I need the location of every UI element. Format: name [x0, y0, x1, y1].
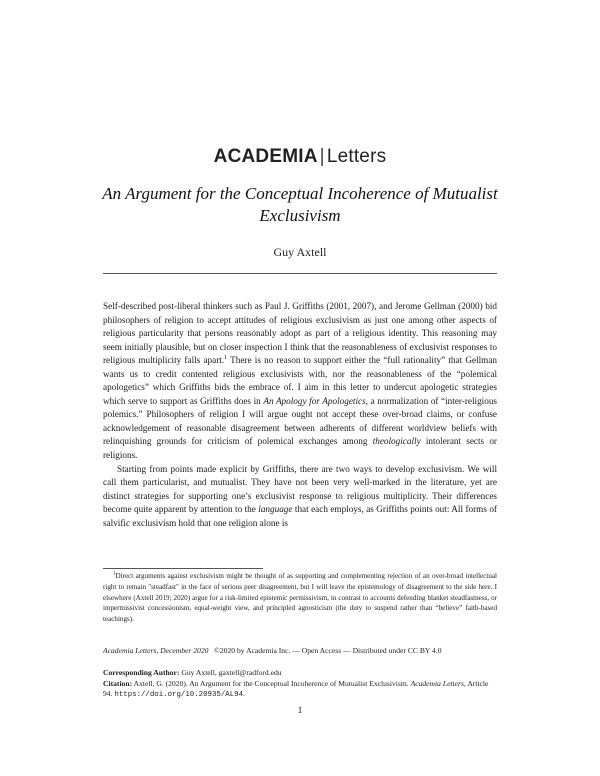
article-title: An Argument for the Conceptual Incoherence of Mutualist Exclusivism: [102, 184, 498, 225]
paragraph-1: [103, 300, 497, 463]
footnote: [103, 571, 497, 625]
article-body: [103, 300, 497, 530]
citation-journal: Academia Letters: [410, 678, 464, 688]
brand-academia: ACADEMIA: [213, 146, 318, 167]
citation: [103, 679, 497, 701]
brand-letters: Letters: [326, 146, 387, 167]
corresponding-label: Corresponding Author:: [103, 668, 180, 677]
footnote-number: 1: [113, 571, 116, 577]
brand-separator: |: [319, 146, 325, 167]
p2-text-1: Starting from points made explicit by Griffiths, there are two ways to develop exclusivism. We will call them particularist, and mutualist. They have not been very well-marked in the literature, yet are distinct strategies for supporting one’s exclusivist response to religious multiplicity. Their differences become quite apparent by attention to the: [103, 463, 497, 515]
citation-block: [103, 668, 497, 701]
academia-letters-logo: [0, 146, 600, 168]
p1-text-1: Self-described post-liberal thinkers such as Paul J. Griffiths (2001, 2007), and Jerome Gellman (2000) bid philosophers of religion to accept attitudes of religious exclusivism as just one among other aspects of religious particularity that persons reasonably adopt as part of a religious identity. This reasoning may seem initially plausible, but on closer inspection I think that the reasonableness of exclusivist responses to religious multiplicity falls apart.: [103, 301, 497, 366]
book-title: An Apology for Apologetics,: [263, 395, 368, 406]
license-text: ©2020 by Academia Inc. — Open Access — Distributed under CC BY 4.0: [208, 646, 442, 655]
p1-text-4: intolerant sects or religions.: [103, 436, 497, 461]
p1-text-2: There is no reason to support either the “full rationality” that Gellman wants us to credit contented religious exclusivists with, nor the reasonableness of the “polemical apologetics” which Griffiths bids the embrace of. I aim in this letter to undercut apologetic strategies which serve to support as Griffiths does in: [103, 355, 497, 406]
p2-text-2: that each employs, as Griffiths points out: All forms of salvific exclusivism hold that one religion alone is: [103, 504, 497, 528]
citation-text: Axtell, G. (2020). An Argument for the Conceptual Incoherence of Mutualist Exclusivism.: [132, 678, 411, 688]
doi-period: .: [243, 689, 245, 699]
citation-article: , Article 94.: [103, 678, 489, 699]
footnote-divider: [103, 568, 263, 569]
corresponding-value[interactable]: Guy Axtell, gaxtell@radford.edu: [179, 668, 282, 677]
doi-link[interactable]: https://doi.org/10.20935/AL94: [114, 691, 244, 700]
article-author: Guy Axtell: [273, 245, 327, 259]
paragraph-2: [103, 463, 497, 531]
journal-license-line: [103, 646, 503, 655]
p2-emphasis: language: [258, 504, 293, 515]
citation-label: Citation:: [103, 678, 133, 688]
title-divider: [103, 273, 497, 274]
footnote-text: Direct arguments against exclusivism might be thought of as supporting and complementing rejection of an over-broad intellectual right to remain "steadfast" in the face of serious peer disagreement, but I will leave the epistemology of disagreement to the side here. I elsewhere (Axtell 2019; 2020) argue for a risk-limited epistemic permissivism, in contrast to accounts defending blanket steadfastness, or impermissivist concessionism, equal-weight view, and principled agnosticism (the duty to suspend rather than “believe” faith-based teachings).: [103, 572, 497, 624]
corresponding-author: [103, 668, 497, 679]
p1-emphasis: theologically: [372, 436, 421, 447]
page-number: 1: [297, 706, 303, 716]
footnote-marker[interactable]: 1: [224, 355, 228, 362]
p1-text-3: a normalization of “inter-religious polemics.” Philosophers of religion I will argue ought not accept these over-broad claims, or confuse acknowledgement of reasonable disagreement between adherents of different worldview beliefs with relinquishing grounds for criticism of polemical exchanges among: [103, 395, 497, 447]
journal-date: Academia Letters, December 2020: [103, 646, 209, 655]
